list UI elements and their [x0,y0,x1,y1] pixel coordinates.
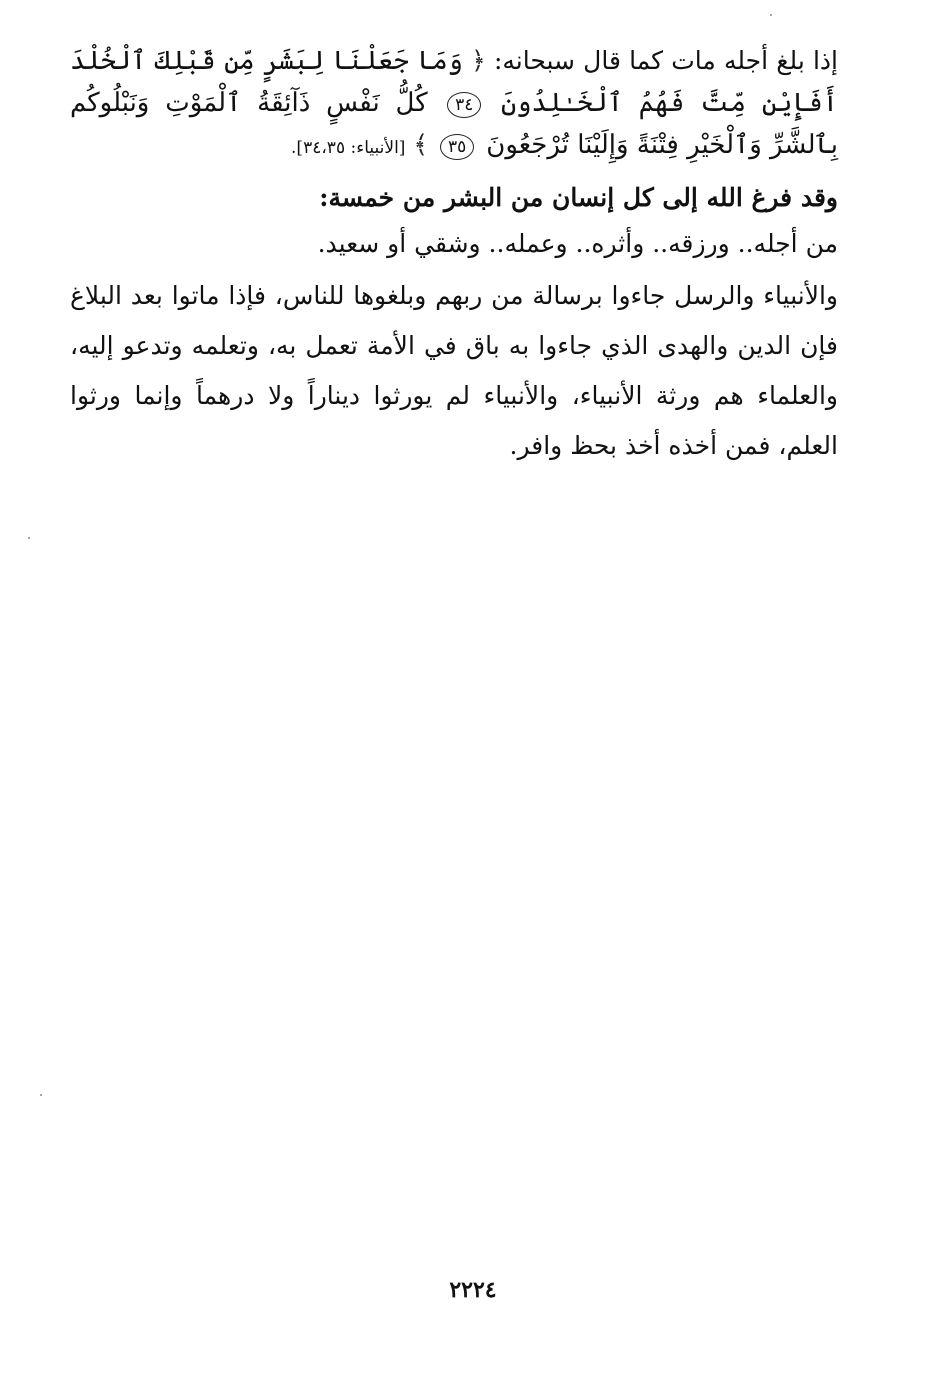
ayah-number-34: ٣٤ [447,92,481,118]
verse-35: كُلُّ نَفْسٍ ذَآئِقَةُ ٱلْمَوْتِ وَنَبْلُوكُم بِٱلشَّرِّ وَٱلْخَيْرِ فِتْنَةً وَإِلَيْنَا تُرْجَعُونَ [70,88,838,160]
quran-quote-paragraph [70,40,838,169]
ornate-bracket-open: ﴿ [471,46,486,75]
section-heading: وقد فرغ الله إلى كل إنسان من البشر من خمسة: [319,183,838,212]
verse-34: وَمَا جَعَلْنَا لِبَشَرٍ مِّن قَبْلِكَ ٱلْخُلْدَ أَفَإِيْن مِّتَّ فَهُمُ ٱلْخَـٰلِدُونَ [70,46,839,118]
ornate-bracket-close: ﴾ [413,130,429,159]
quote-intro: إذا بلغ أجله مات كما قال سبحانه: [493,46,838,75]
prophets-paragraph: والأنبياء والرسل جاءوا برسالة من ربهم وبلغوها للناس، فإذا ماتوا بعد البلاغ فإن الدين والهدى الذي جاءوا به باق في الأمة تعمل به، وتعلمه وتدعو إليه، والعلماء هم ورثة الأنبياء، والأنبياء لم يورثوا ديناراً ولا درهماً وإنما ورثوا العلم، فمن أخذه أخذ بحظ وافر. [70,281,838,460]
scan-speck [770,14,772,16]
ayah-number-35: ٣٥ [440,134,474,160]
scan-speck [40,1094,42,1096]
page-number: ٢٢٢٤ [449,1277,497,1303]
surah-citation: [الأنبياء: ٣٤،٣٥]. [291,138,406,158]
page-body [70,40,838,471]
scan-speck [28,537,30,539]
five-things-line: من أجله.. ورزقه.. وأثره.. وعمله.. وشقي أو سعيد. [317,229,838,258]
